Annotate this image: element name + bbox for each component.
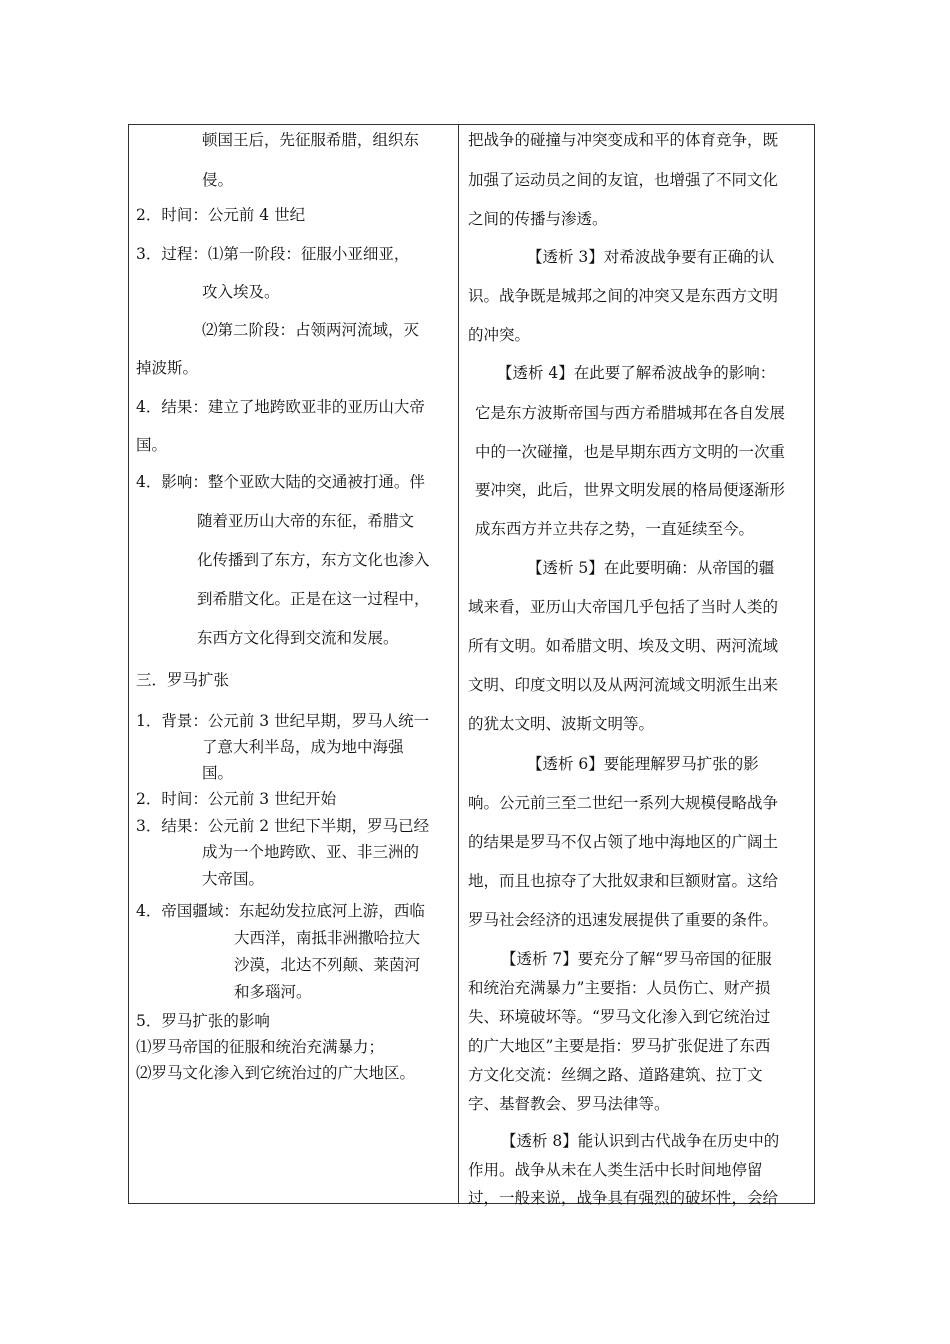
text-line: 方文化交流：丝绸之路、道路建筑、拉丁文 <box>468 1066 763 1084</box>
text-line: 到希腊文化。正是在这一过程中， <box>197 590 430 608</box>
text-line: 之间的传播与渗透。 <box>468 210 608 228</box>
text-line: 3．结果：公元前 2 世纪下半期，罗马已经 <box>136 817 430 835</box>
text-line: 1．背景：公元前 3 世纪早期，罗马人统一 <box>136 712 430 730</box>
text-line: 加强了运动员之间的友谊，也增强了不同文化 <box>468 171 779 189</box>
text-line: 2．时间：公元前 4 世纪 <box>136 206 306 224</box>
text-line: 大西洋，南抵非洲撒哈拉大 <box>234 929 421 947</box>
text-line: 化传播到了东方，东方文化也渗入 <box>197 551 430 569</box>
text-line: 3．过程：⑴第一阶段：征服小亚细亚， <box>136 245 410 263</box>
text-line: 字、基督教会、罗马法律等。 <box>468 1095 670 1113</box>
content-table <box>128 124 815 1207</box>
text-line: 所有文明。如希腊文明、埃及文明、两河流域 <box>468 637 779 655</box>
text-line: 大帝国。 <box>202 870 265 888</box>
text-line: 文明、印度文明以及从两河流域文明派生出来 <box>468 676 779 694</box>
text-line: 4．帝国疆域：东起幼发拉底河上游，西临 <box>136 902 425 920</box>
text-line: 4．影响：整个亚欧大陆的交通被打通。伴 <box>136 473 425 491</box>
section-heading: 三．罗马扩张 <box>136 671 230 689</box>
note-heading: 【透析 7】要充分了解“罗马帝国的征服 <box>501 950 772 968</box>
text-line: 的广大地区”主要是指：罗马扩张促进了东西 <box>468 1037 771 1055</box>
column-divider <box>458 125 459 1203</box>
text-line: 的犹太文明、波斯文明等。 <box>468 715 655 733</box>
text-line: 掉波斯。 <box>136 359 199 377</box>
text-line: 东西方文化得到交流和发展。 <box>197 629 399 647</box>
text-line: 成东西方并立共存之势，一直延续至今。 <box>475 520 755 538</box>
text-line: 沙漠，北达不列颠、莱茵河 <box>234 956 421 974</box>
text-line: 地，而且也掠夺了大批奴隶和巨额财富。这给 <box>468 872 779 890</box>
note-heading: 【透析 3】对希波战争要有正确的认 <box>527 248 775 266</box>
text-line: ⑴罗马帝国的征服和统治充满暴力； <box>136 1038 385 1056</box>
text-line: 国。 <box>136 436 168 454</box>
text-line: 2．时间：公元前 3 世纪开始 <box>136 790 337 808</box>
text-line: 域来看，亚历山大帝国几乎包括了当时人类的 <box>468 598 779 616</box>
text-line: 了意大利半岛，成为地中海强 <box>202 738 404 756</box>
text-line: 响。公元前三至二世纪一系列大规模侵略战争 <box>468 794 779 812</box>
text-line: 失、环境破坏等。“罗马文化渗入到它统治过 <box>468 1008 771 1026</box>
note-heading: 【透析 8】能认识到古代战争在历史中的 <box>501 1132 780 1150</box>
text-line: 成为一个地跨欧、亚、非三洲的 <box>202 843 420 861</box>
text-line: 把战争的碰撞与冲突变成和平的体育竞争，既 <box>468 131 779 149</box>
text-line: 和统治充满暴力”主要指：人员伤亡、财产损 <box>468 979 771 997</box>
text-line: 识。战争既是城邦之间的冲突又是东西方文明 <box>468 287 779 305</box>
text-line: 顿国王后，先征服希腊，组织东 <box>202 131 420 149</box>
text-line: ⑵第二阶段：占领两河流域，灭 <box>202 321 420 339</box>
text-line: 国。 <box>202 764 234 782</box>
text-line: 攻入埃及。 <box>202 283 280 301</box>
note-heading: 【透析 5】在此要明确：从帝国的疆 <box>527 559 775 577</box>
text-line: 它是东方波斯帝国与西方希腊城邦在各自发展 <box>475 404 786 422</box>
text-line: 罗马社会经济的迅速发展提供了重要的条件。 <box>468 911 779 929</box>
text-line: 中的一次碰撞，也是早期东西方文明的一次重 <box>475 443 786 461</box>
text-line: 过，一般来说，战争具有强烈的破坏性，会给 <box>468 1189 779 1207</box>
text-line: 和多瑙河。 <box>234 983 312 1001</box>
text-line: 的结果是罗马不仅占领了地中海地区的广阔土 <box>468 833 779 851</box>
text-line: ⑵罗马文化渗入到它统治过的广大地区。 <box>136 1064 416 1082</box>
note-heading: 【透析 4】在此要了解希波战争的影响： <box>497 364 776 382</box>
text-line: 作用。战争从未在人类生活中长时间地停留 <box>468 1161 763 1179</box>
text-line: 4．结果：建立了地跨欧亚非的亚历山大帝 <box>136 398 425 416</box>
text-line: 的冲突。 <box>468 326 531 344</box>
note-heading: 【透析 6】要能理解罗马扩张的影 <box>527 755 759 773</box>
text-line: 随着亚历山大帝的东征，希腊文 <box>197 512 415 530</box>
text-line: 侵。 <box>202 171 234 189</box>
text-line: 要冲突，此后，世界文明发展的格局便逐渐形 <box>475 481 786 499</box>
text-line: 5．罗马扩张的影响 <box>136 1012 270 1030</box>
